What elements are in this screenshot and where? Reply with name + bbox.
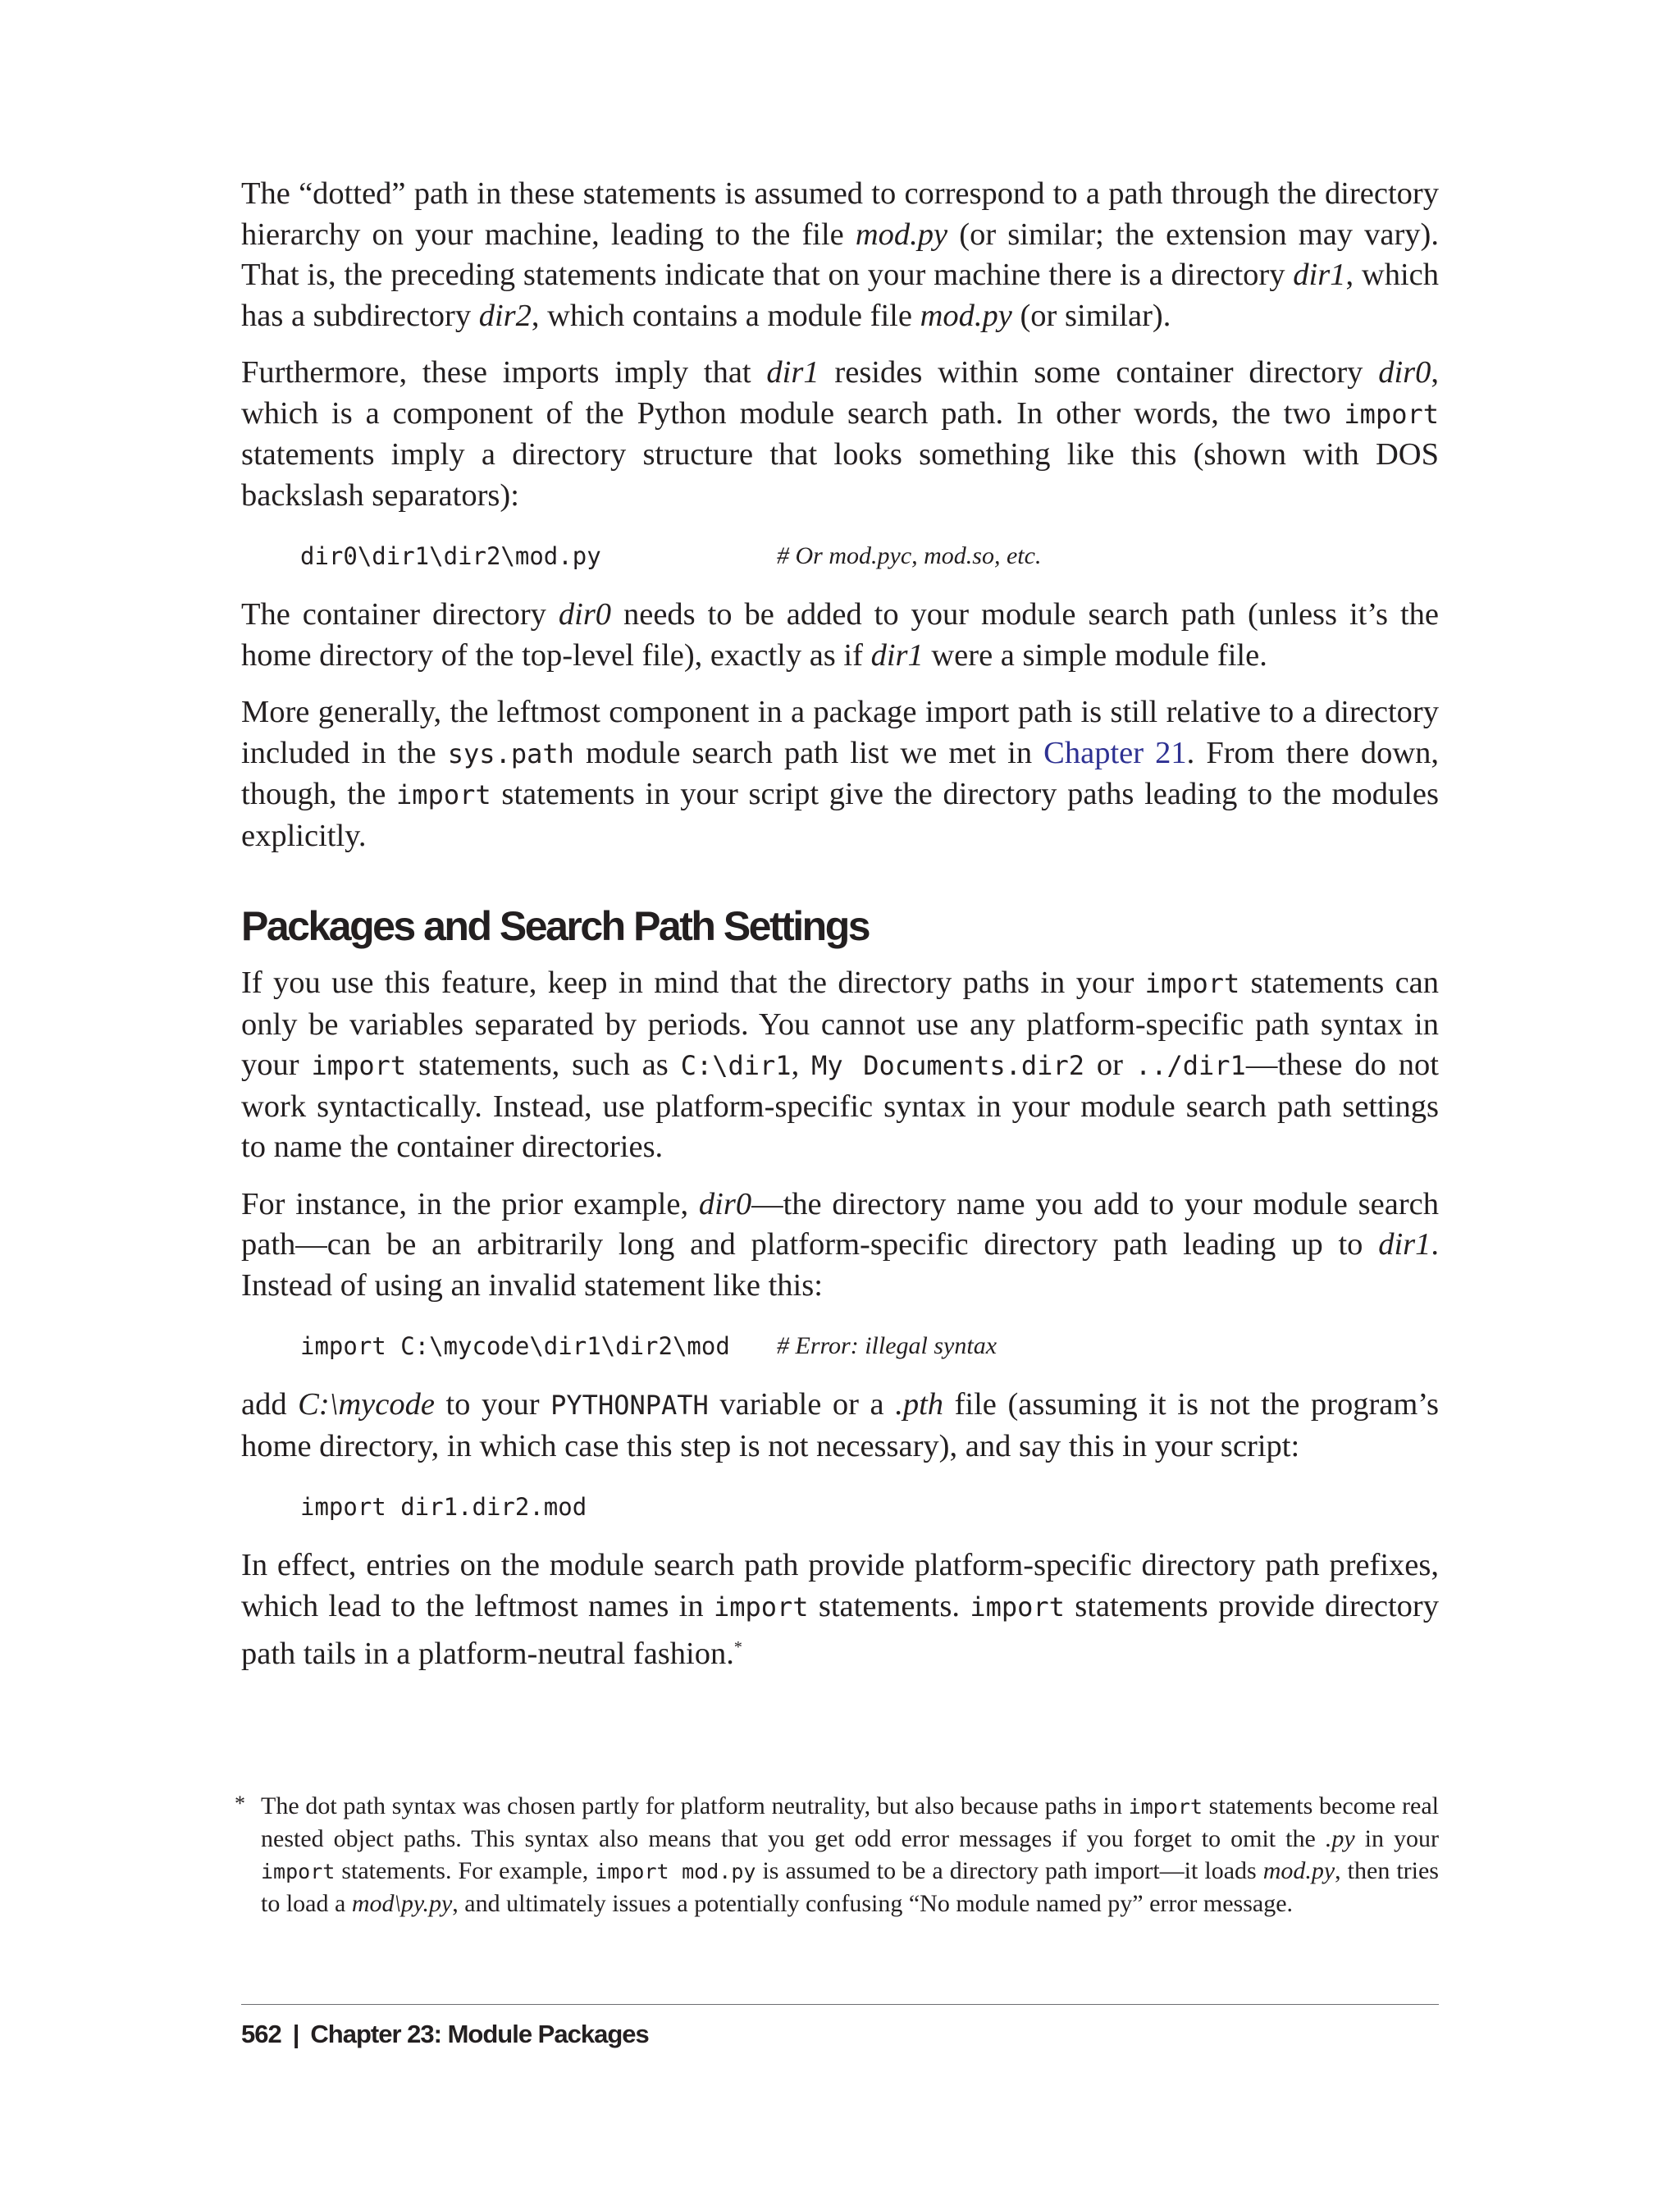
paragraph-leftmost-component: More generally, the leftmost component in a package import path is still relative to a directory included in the sys.path module search path list we met in Chapter 21. From there down, though, the import statements in your script give the directory paths leading to the modules explicitly. bbox=[241, 695, 1440, 853]
page-footer bbox=[241, 2020, 649, 2049]
paragraph-dir0-search-path: The container directory dir0 needs to be added to your module search path (unless it’s the home directory of the top-level file), exactly as if dir1 were a simple module file. bbox=[241, 597, 1439, 673]
dirname: dir1 bbox=[1293, 258, 1346, 292]
footnote-reference[interactable]: * bbox=[733, 1638, 742, 1656]
filename: mod.py bbox=[1262, 1857, 1335, 1884]
dirname: dir1 bbox=[870, 637, 924, 673]
inline-code: import bbox=[261, 1860, 336, 1883]
paragraph-dotted-path: The “dotted” path in these statements is assumed to correspond to a path through the directory hierarchy on your machine, leading to the file mod.py (or similar; the extension may vary). That is, the preceding statements indicate that on your machine there is a directory dir1, which has a subdirectory dir2, which contains a module file mod.py (or similar). bbox=[241, 176, 1440, 333]
code-example-valid-import bbox=[241, 1483, 1439, 1531]
inline-code: import bbox=[1128, 1795, 1203, 1819]
paragraph-in-effect: In effect, entries on the module search path provide platform-specific directory path prefixes, which lead to the leftmost names in import statements. import statements provide directory path tails in a platform-neutral fashion.* bbox=[241, 1548, 1439, 1671]
path-name: C:\mycode bbox=[298, 1387, 435, 1422]
code-comment: # Error: illegal syntax bbox=[777, 1332, 998, 1359]
paragraph-prior-example: For instance, in the prior example, dir0—the directory name you add to your module search path—can be an arbitrarily long and platform-specific directory path leading up to dir1. Instead of using an invalid statement like this: bbox=[241, 1186, 1439, 1303]
code-line: import C:\mycode\dir1\dir2\mod bbox=[300, 1332, 730, 1360]
inline-code: import bbox=[1344, 398, 1439, 430]
file-extension: .pth bbox=[895, 1387, 944, 1422]
inline-code: import bbox=[396, 779, 491, 810]
code-example-directory-structure bbox=[241, 532, 1439, 580]
inline-code: sys.path bbox=[447, 737, 574, 769]
chapter-title: Chapter 23: Module Packages bbox=[310, 2020, 649, 2048]
inline-code: PYTHONPATH bbox=[550, 1390, 709, 1421]
footnote-text: The dot path syntax was chosen partly for platform neutrality, but also because paths in import statements become real nested object paths. This syntax also means that you get odd error messages if you forget to omit the .py in your import statements. For example, import mod.py is assumed to be a directory path import—it loads mod.py, then tries to load a mod\py.py, and ultimately issues a potentially confusing “No module named py” error message. bbox=[261, 1792, 1440, 1917]
section-heading: Packages and Search Path Settings bbox=[241, 903, 870, 949]
footnote bbox=[235, 1790, 1440, 1920]
dirname: dir0 bbox=[1378, 355, 1431, 390]
inline-code: My Documents.dir2 bbox=[811, 1050, 1084, 1081]
inline-code: import bbox=[311, 1050, 407, 1081]
footer-separator: | bbox=[292, 2020, 299, 2048]
dirname: dir1 bbox=[766, 355, 819, 390]
filename: mod.py bbox=[855, 217, 948, 252]
footnote-marker: * bbox=[235, 1792, 245, 1815]
inline-code: ../dir1 bbox=[1134, 1050, 1246, 1081]
code-example-invalid-import bbox=[241, 1322, 1439, 1370]
dirname: dir2 bbox=[478, 298, 532, 333]
footer-divider bbox=[241, 2004, 1439, 2005]
paragraph-add-pythonpath: add C:\mycode to your PYTHONPATH variable or a .pth file (assuming it is not the program’s home directory, in which case this step is not necessary), and say this in your script: bbox=[241, 1387, 1439, 1463]
inline-code: import bbox=[970, 1591, 1065, 1623]
filename: mod\py.py bbox=[351, 1890, 453, 1917]
inline-code: import bbox=[713, 1591, 809, 1623]
page-number: 562 bbox=[241, 2020, 281, 2048]
inline-code: import mod.py bbox=[595, 1860, 756, 1883]
chapter-21-link[interactable]: Chapter 21 bbox=[1043, 735, 1187, 770]
dirname: dir0 bbox=[698, 1186, 752, 1221]
filename: mod.py bbox=[920, 298, 1012, 333]
main-content bbox=[241, 174, 1439, 1691]
code-comment: # Or mod.pyc, mod.so, etc. bbox=[777, 542, 1042, 569]
inline-code: C:\dir1 bbox=[680, 1050, 792, 1081]
code-line: dir0\dir1\dir2\mod.py bbox=[300, 542, 601, 570]
inline-code: import bbox=[1144, 968, 1240, 999]
paragraph-import-variables: If you use this feature, keep in mind that the directory paths in your import statements can only be variables separated by periods. You cannot use any platform-specific path syntax in your import statements, such as C:\dir1, My Documents.dir2 or ../dir1—these do not work syntactically. Instead, use platform-specific syntax in your module search path settings to name the container directories. bbox=[241, 966, 1440, 1164]
paragraph-container-directory: Furthermore, these imports imply that dir1 resides within some container directory dir0, which is a component of the Python module search path. In other words, the two import statements imply a directory structure that looks something like this (shown with DOS backslash separators): bbox=[241, 355, 1440, 513]
file-extension: .py bbox=[1325, 1825, 1355, 1852]
dirname: dir0 bbox=[558, 597, 612, 632]
dirname: dir1 bbox=[1378, 1227, 1431, 1262]
code-line: import dir1.dir2.mod bbox=[300, 1493, 587, 1521]
